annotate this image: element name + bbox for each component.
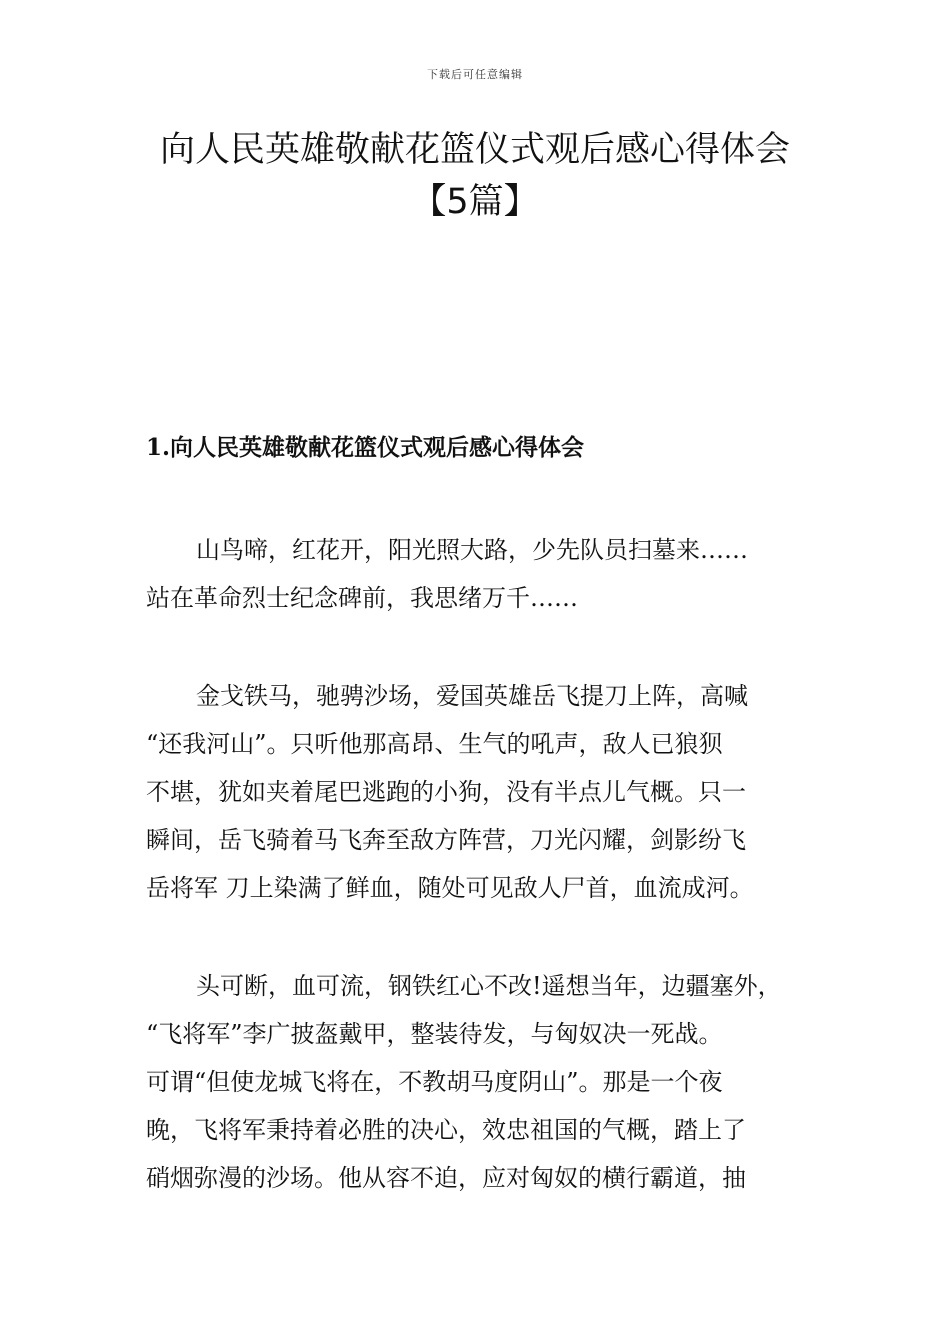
paragraph-line: 山鸟啼，红花开，阳光照大路，少先队员扫墓来…… xyxy=(196,536,748,564)
paragraph-line: 岳将军 刀上染满了鲜血，随处可见敌人尸首，血流成河。 xyxy=(146,874,754,902)
title-line-1: 向人民英雄敬献花篮仪式观后感心得体会 xyxy=(159,130,790,170)
paragraph-line: 金戈铁马，驰骋沙场，爱国英雄岳飞提刀上阵，高喊 xyxy=(196,682,748,710)
header-note: 下载后可任意编辑 xyxy=(427,68,523,81)
paragraph-line: 站在革命烈士纪念碑前，我思绪万千…… xyxy=(146,584,578,612)
paragraph-line: 头可断，血可流，钢铁红心不改!遥想当年，边疆塞外， xyxy=(196,972,782,1000)
paragraph-line: 晚，飞将军秉持着必胜的决心，效忠祖国的气概，踏上了 xyxy=(146,1116,746,1144)
paragraph-line: “飞将军”李广披盔戴甲，整装待发，与匈奴决一死战。 xyxy=(146,1020,723,1048)
paragraph-line: “还我河山”。只听他那高昂、生气的吼声，敌人已狼狈 xyxy=(146,730,723,758)
document-title xyxy=(0,124,950,228)
title-line-2: 【5篇】 xyxy=(411,182,539,222)
paragraph-3 xyxy=(146,962,826,1202)
paragraph-2 xyxy=(146,672,826,912)
paragraph-line: 瞬间，岳飞骑着马飞奔至敌方阵营，刀光闪耀，剑影纷飞 xyxy=(146,826,746,854)
paragraph-1 xyxy=(146,526,826,622)
paragraph-line: 硝烟弥漫的沙场。他从容不迫，应对匈奴的横行霸道，抽 xyxy=(146,1164,746,1192)
paragraph-line: 不堪，犹如夹着尾巴逃跑的小狗，没有半点儿气概。只一 xyxy=(146,778,746,806)
paragraph-line: 可谓“但使龙城飞将在，不教胡马度阴山”。那是一个夜 xyxy=(146,1068,723,1096)
section-heading: 1.向人民英雄敬献花篮仪式观后感心得体会 xyxy=(146,434,585,461)
